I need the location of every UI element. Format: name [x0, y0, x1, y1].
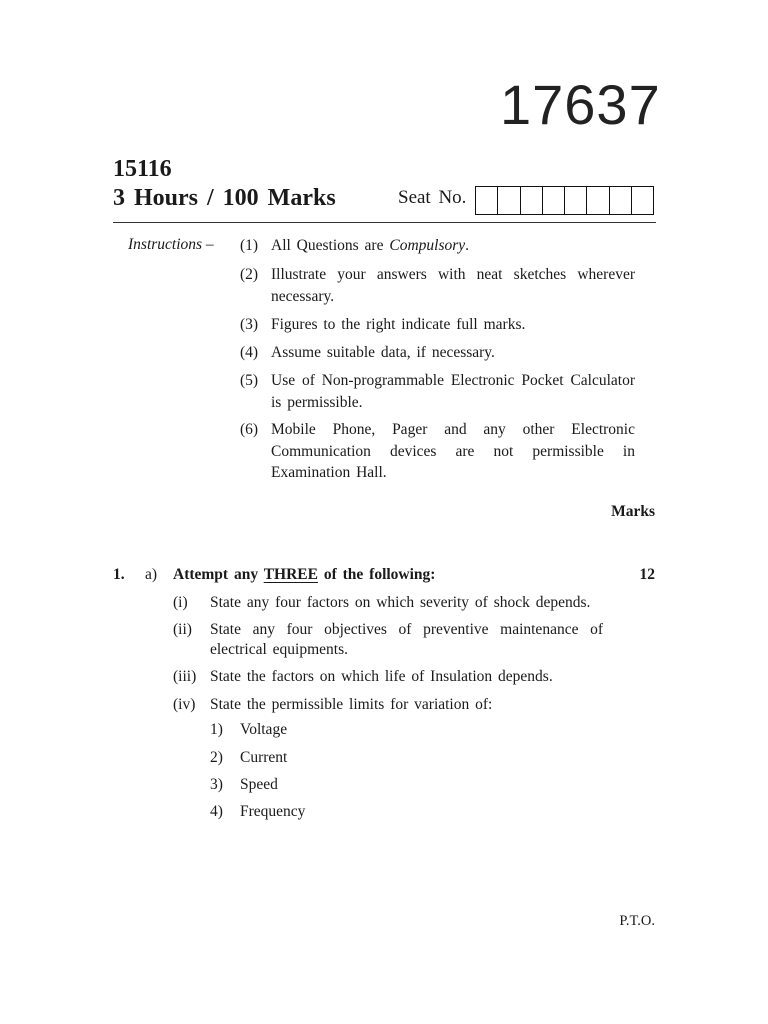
question-item [173, 620, 603, 660]
instruction-number: (6) [240, 421, 259, 438]
instruction-number: (5) [240, 372, 259, 389]
instruction-number: (4) [240, 344, 259, 361]
header-divider [113, 222, 656, 223]
seat-digit-box[interactable] [521, 187, 543, 214]
instruction-text: All Questions are Compulsory. [271, 237, 470, 254]
instruction-item [240, 314, 635, 336]
seat-digit-box[interactable] [476, 187, 498, 214]
instruction-text: Illustrate your answers with neat sketches wherever necessary. [271, 266, 635, 305]
instruction-text: Figures to the right indicate full marks. [271, 316, 526, 333]
question-number: 1. [113, 566, 125, 583]
item-number: (i) [173, 594, 188, 611]
subject-code: 15116 [113, 156, 172, 182]
seat-digit-box[interactable] [565, 187, 587, 214]
instruction-number: (2) [240, 266, 259, 283]
sub-item-number: 4) [210, 803, 223, 820]
question-item [173, 667, 633, 687]
sub-item-text: Speed [240, 776, 278, 793]
question-item [173, 593, 633, 613]
seat-digit-box[interactable] [543, 187, 565, 214]
instructions-label: Instructions – [128, 236, 214, 253]
instruction-text: Use of Non-programmable Electronic Pocket Calculator is permissible. [271, 372, 635, 411]
item-text: State the factors on which life of Insulation depends. [210, 668, 553, 685]
question-part: a) [145, 566, 158, 583]
question-item [173, 695, 633, 715]
seat-digit-box[interactable] [632, 187, 653, 214]
instruction-item [240, 419, 635, 484]
sub-item-number: 1) [210, 721, 223, 738]
instruction-item [240, 342, 635, 364]
marks-heading: Marks [611, 503, 655, 520]
item-text: State any four factors on which severity of shock depends. [210, 594, 591, 611]
sub-item-text: Frequency [240, 803, 306, 820]
question-marks: 12 [639, 566, 655, 583]
please-turn-over: P.T.O. [619, 913, 655, 929]
sub-item-text: Voltage [240, 721, 288, 738]
item-number: (iv) [173, 696, 196, 713]
instruction-text: Mobile Phone, Pager and any other Electronic Communication devices are not permissible in Examination Hall. [271, 421, 635, 481]
sub-item-number: 3) [210, 776, 223, 793]
instruction-item [240, 264, 635, 307]
sub-item-number: 2) [210, 749, 223, 766]
duration-marks: 3 Hours / 100 Marks [113, 185, 336, 211]
emphasis-three: THREE [263, 566, 318, 583]
seat-digit-box[interactable] [498, 187, 520, 214]
paper-code: 17637 [500, 73, 661, 136]
sub-item-text: Current [240, 749, 288, 766]
seat-digit-box[interactable] [610, 187, 632, 214]
item-number: (ii) [173, 621, 192, 638]
seat-number-label: Seat No. [398, 187, 467, 208]
item-text: State any four objectives of preventive maintenance of electrical equipments. [210, 621, 603, 658]
seat-digit-box[interactable] [587, 187, 609, 214]
instruction-item [240, 370, 635, 413]
question-heading: Attempt any THREE of the following: [173, 566, 436, 583]
instruction-number: (1) [240, 237, 259, 254]
instruction-number: (3) [240, 316, 259, 333]
instruction-text: Assume suitable data, if necessary. [271, 344, 495, 361]
instruction-item [240, 235, 635, 257]
item-text: State the permissible limits for variation of: [210, 696, 493, 713]
item-number: (iii) [173, 668, 197, 685]
seat-number-boxes[interactable] [475, 186, 654, 215]
